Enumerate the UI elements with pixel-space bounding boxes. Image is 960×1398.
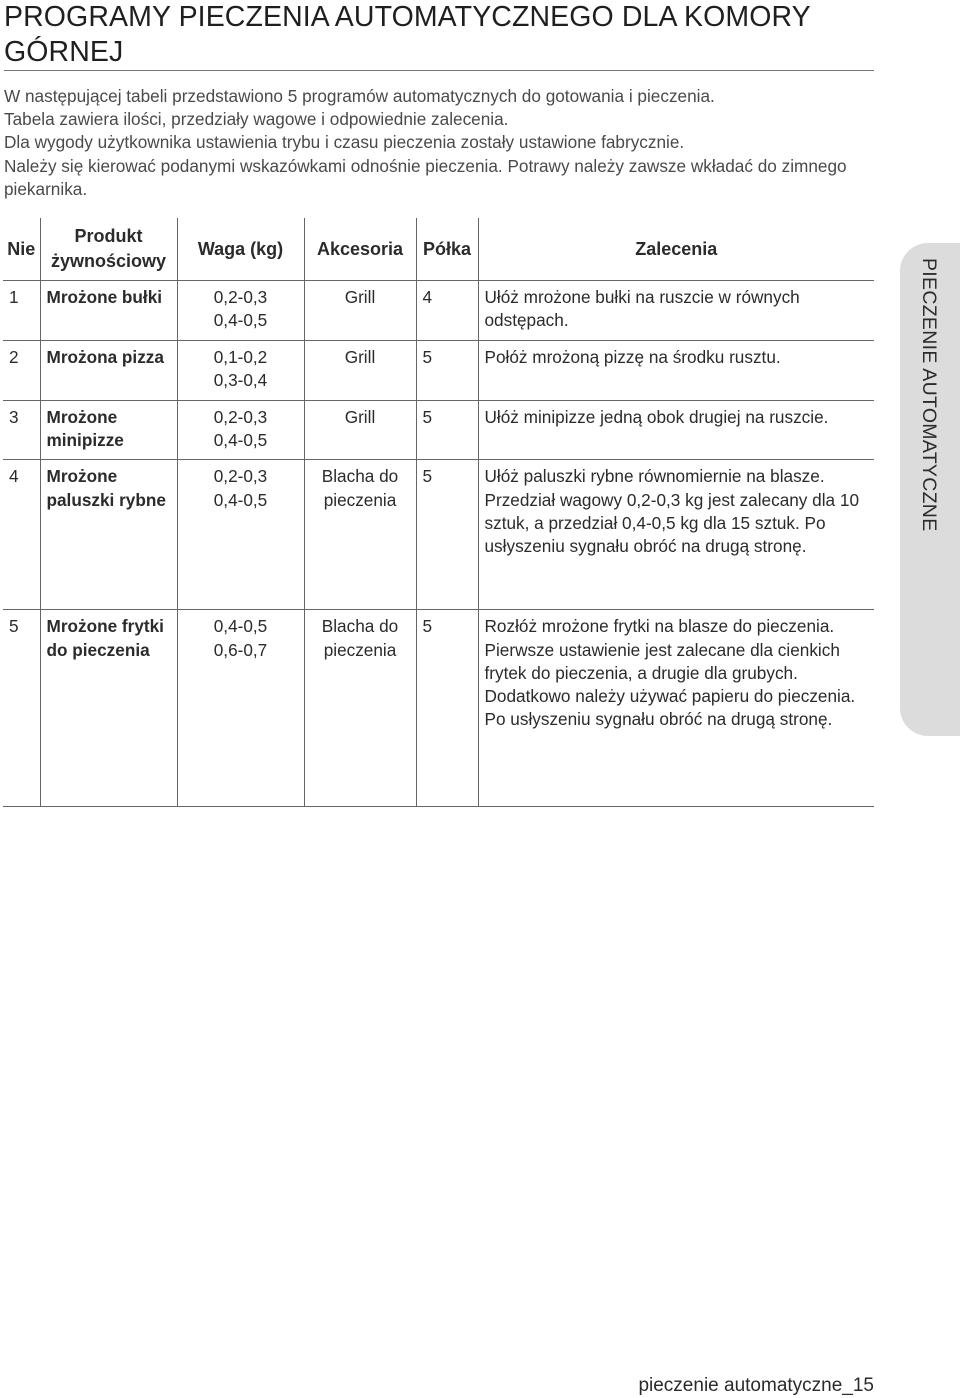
cell-akcesoria: Grill [304,401,416,460]
cell-produkt: Mrożone bułki [40,281,177,341]
cell-zalecenia [478,460,874,610]
cell-zalecenia [478,341,874,401]
table-row [3,341,874,401]
cell-nie: 5 [3,610,40,807]
cell-akcesoria: Blacha do pieczenia [304,610,416,807]
cell-produkt: Mrożone minipizze [40,401,177,460]
recommendation: Rozłóż mrożone frytki na blasze do pieczenia. [484,616,835,637]
table-row [3,401,874,460]
header-nie: Nie [3,218,40,281]
weight-range: 0,4-0,5 [213,616,268,637]
weight-range: 0,6-0,7 [213,639,268,660]
recommendation: Przedział wagowy 0,2-0,3 kg jest zalecany dla 10 sztuk, a przedział 0,4-0,5 kg dla 15 sztuk. Po usłyszeniu sygnału obróć na drugą stronę. [484,489,860,557]
weight-range: 0,4-0,5 [213,310,268,331]
cell-produkt: Mrożone paluszki rybne [40,460,177,610]
weight-range: 0,2-0,3 [213,466,268,487]
recommendation: Ułóż minipizze jedną obok drugiej na ruszcie. [484,407,829,427]
header-polka: Półka [416,218,478,281]
cell-polka: 5 [416,401,478,460]
cell-nie: 1 [3,281,40,341]
weight-range: 0,4-0,5 [213,489,268,510]
page-footer: pieczenie automatyczne_15 [638,1375,874,1396]
header-zalecenia: Zalecenia [478,218,874,281]
cell-produkt: Mrożone frytki do pieczenia [40,610,177,807]
cell-polka: 5 [416,610,478,807]
section-side-tab-label: PIECZENIE AUTOMATYCZNE [918,258,940,532]
weight-range: 0,2-0,3 [213,287,268,307]
cell-akcesoria: Grill [304,281,416,341]
intro-line: Należy się kierować podanymi wskazówkami odnośnie pieczenia. Potrawy należy zawsze wkładać do zimnego piekarnika. [4,155,847,199]
cell-waga [177,460,304,610]
cell-waga [177,610,304,807]
cell-zalecenia [478,401,874,460]
cell-waga [177,281,304,341]
cell-akcesoria: Blacha do pieczenia [304,460,416,610]
cell-waga [177,401,304,460]
table-row [3,460,874,610]
header-akcesoria: Akcesoria [304,218,416,281]
page-title: PROGRAMY PIECZENIA AUTOMATYCZNEGO DLA KOMORY GÓRNEJ [4,1,811,68]
cell-akcesoria: Grill [304,341,416,401]
table-row [3,610,874,807]
header-produkt: Produkt żywnościowy [40,218,177,281]
cell-zalecenia [478,610,874,807]
header-waga: Waga (kg) [177,218,304,281]
recommendation: Ułóż paluszki rybne równomiernie na blasze. [484,466,825,487]
cell-waga [177,341,304,401]
programs-table [3,218,874,807]
cell-nie: 3 [3,401,40,460]
recommendation: Ułóż mrożone bułki na ruszcie w równych odstępach. [484,287,800,331]
cell-produkt: Mrożona pizza [40,341,177,401]
weight-range: 0,3-0,4 [213,370,268,391]
cell-polka: 4 [416,281,478,341]
intro-line: W następującej tabeli przedstawiono 5 programów automatycznych do gotowania i pieczenia. [4,86,715,106]
table-row [3,281,874,341]
recommendation: Połóż mrożoną pizzę na środku rusztu. [484,347,781,367]
cell-nie: 4 [3,460,40,610]
cell-nie: 2 [3,341,40,401]
weight-range: 0,2-0,3 [213,407,268,427]
table-header-row [3,218,874,281]
cell-zalecenia [478,281,874,341]
intro-line: Tabela zawiera ilości, przedziały wagowe i odpowiednie zalecenia. [4,109,509,130]
weight-range: 0,4-0,5 [213,430,268,451]
cell-polka: 5 [416,460,478,610]
title-divider [4,70,874,71]
intro-text [4,85,884,201]
recommendation: Pierwsze ustawienie jest zalecane dla cienkich frytek do pieczenia, a drugie dla grubych. Dodatkowo należy używać papieru do pieczenia. [484,639,856,707]
cell-polka: 5 [416,341,478,401]
recommendation: Po usłyszeniu sygnału obróć na drugą stronę. [484,709,833,730]
intro-line: Dla wygody użytkownika ustawienia trybu i czasu pieczenia zostały ustawione fabrycznie. [4,132,685,153]
weight-range: 0,1-0,2 [213,347,268,367]
